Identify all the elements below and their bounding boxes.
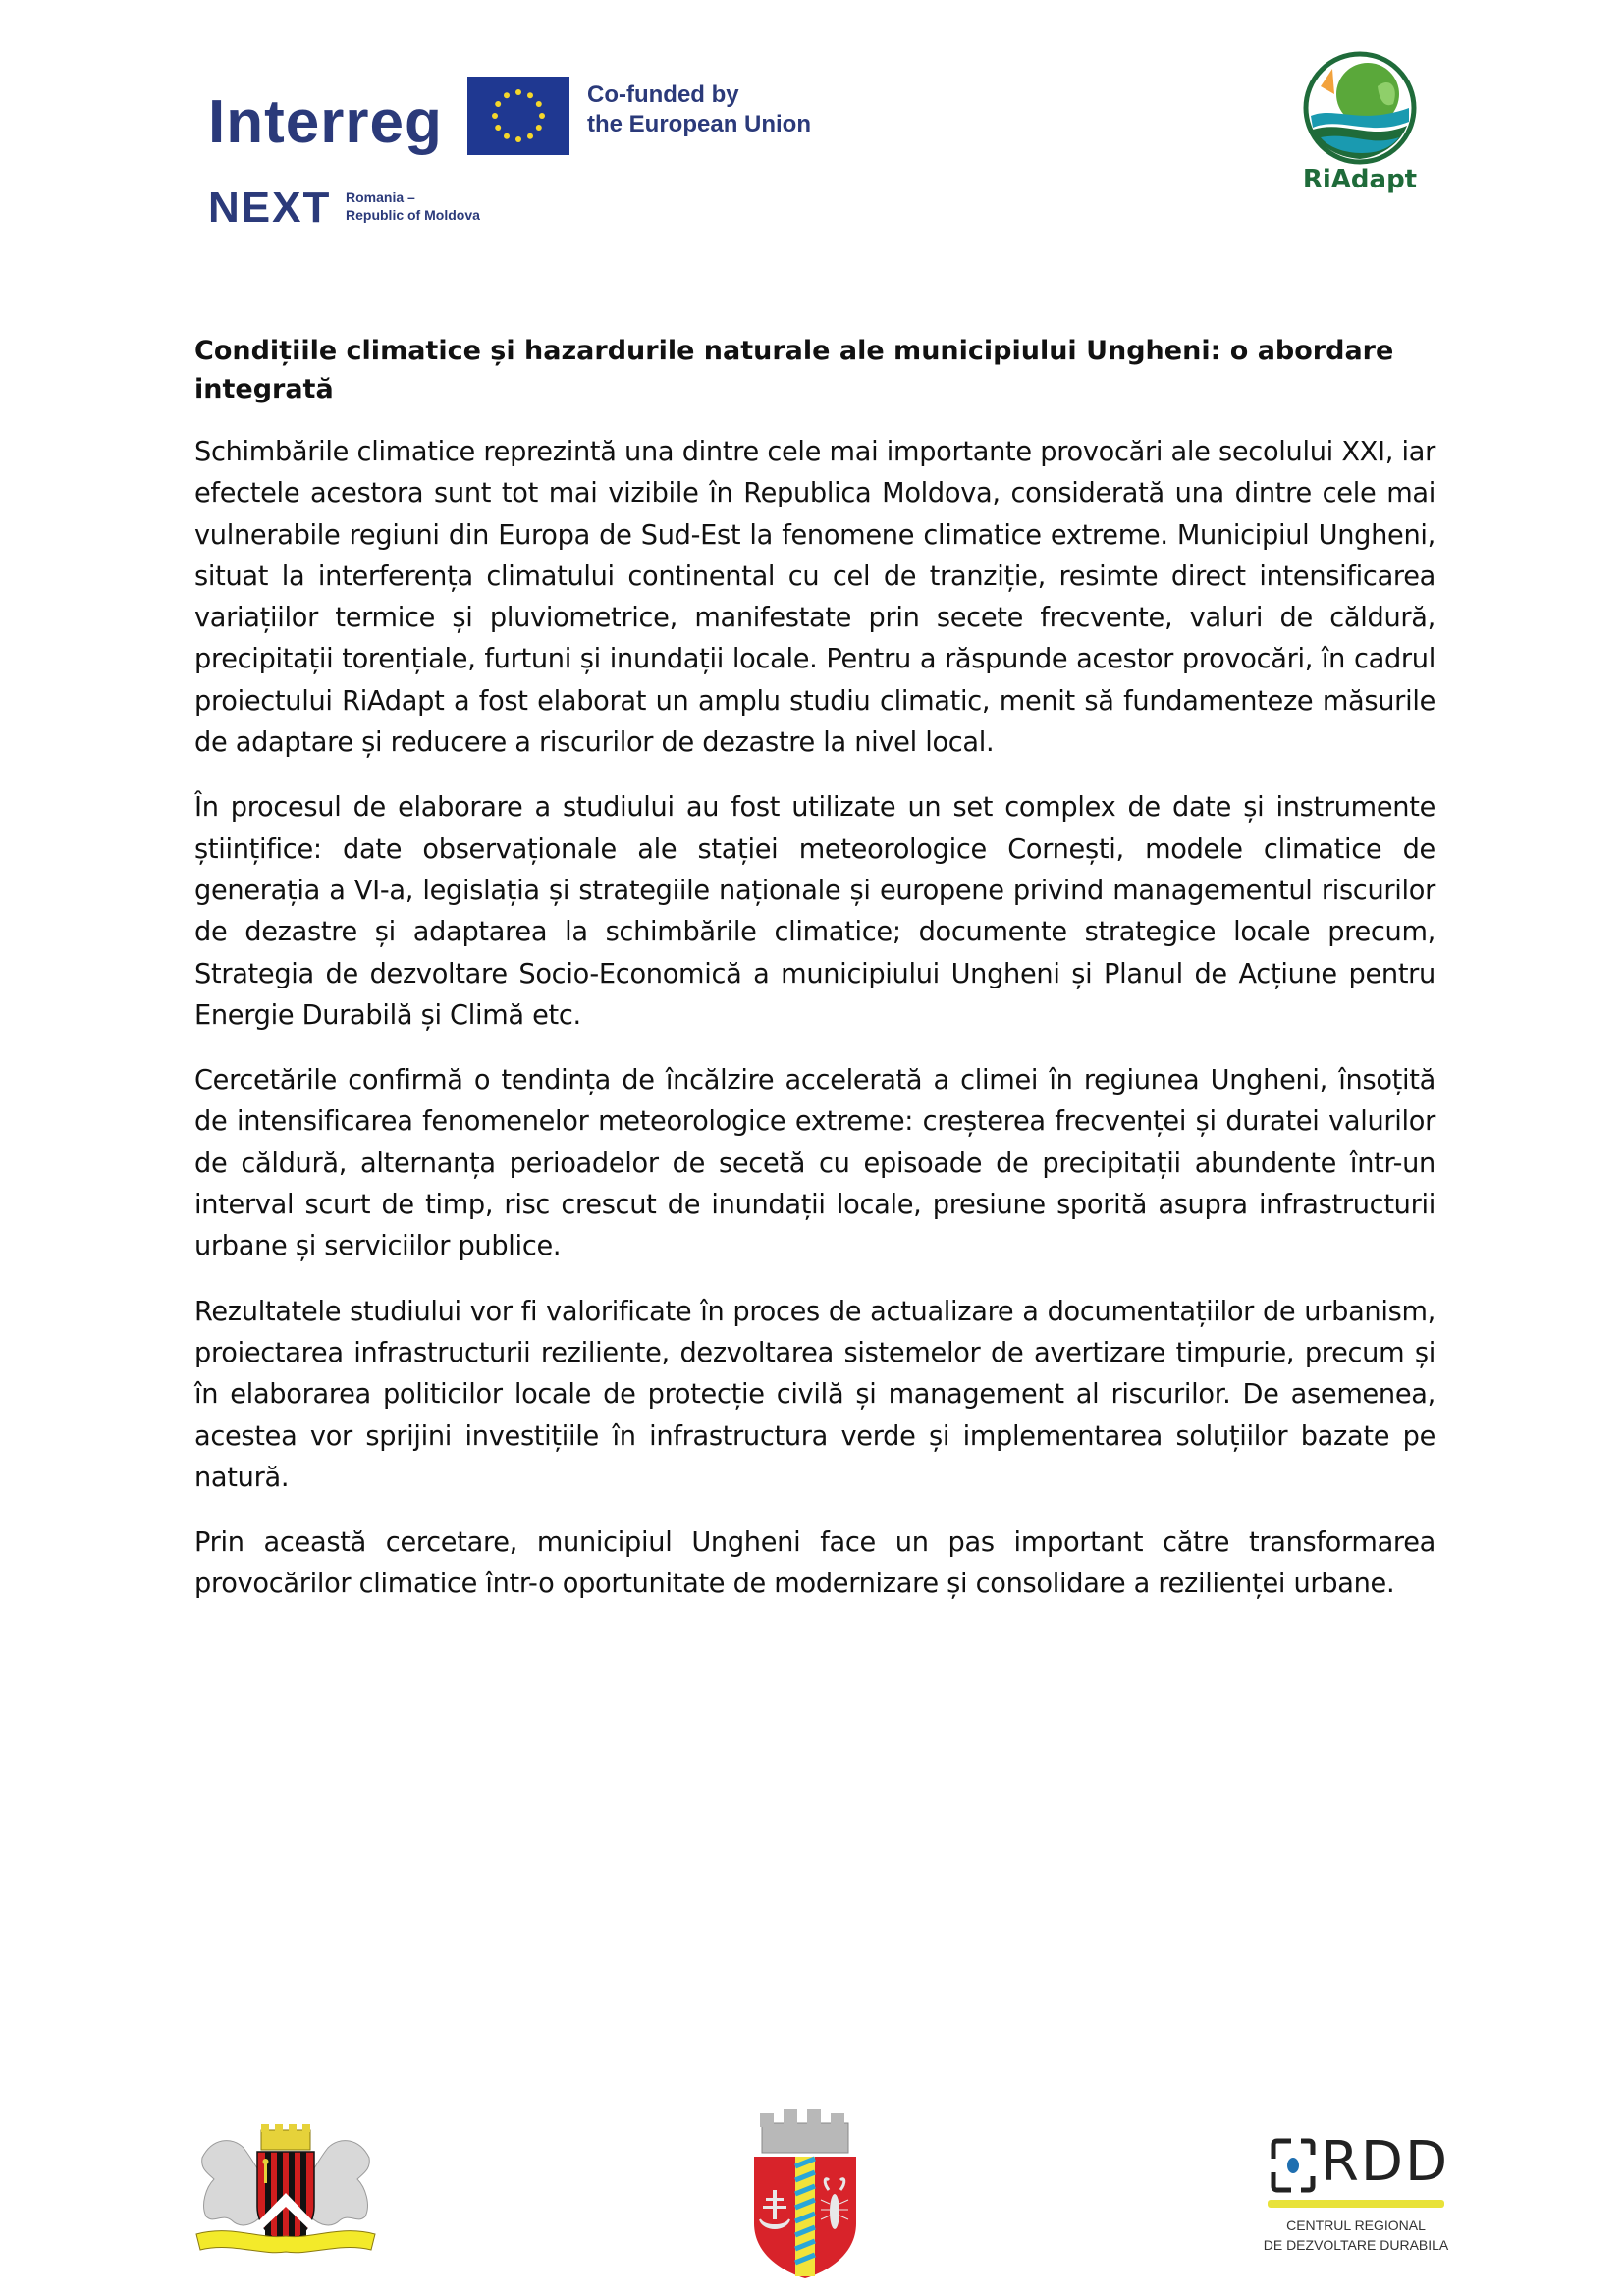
crdd-fullname <box>1260 2216 1452 2255</box>
crdd-logo <box>1260 2130 1456 2263</box>
city-emblem-icon <box>746 2106 864 2282</box>
crdd-bracket-icon <box>1270 2137 1319 2194</box>
next-wordmark: NEXT <box>208 184 332 232</box>
program-line-2: Republic of Moldova <box>346 207 480 223</box>
riadapt-globe-icon <box>1291 47 1429 165</box>
program-line-1: Romania – <box>346 189 415 205</box>
paragraph-results-use: Rezultatele studiului vor fi valorificate în proces de actualizare a documentațiilor de urbanism, proiectarea infrastructurii reziliente, dezvoltarea sistemelor de avertizare timpurie, precum și în elaborarea politicilor locale de protecție civilă și management al riscurilor. De asemenea, acestea vor sprijini investițiile în infrastructura verde și implementarea soluțiilor bazate pe natură. <box>194 1296 1435 1493</box>
coat-of-arms-icon <box>192 2118 379 2266</box>
paragraph-methodology: În procesul de elaborare a studiului au fost utilizate un set complex de date și instrumente științifice: date observaționale ale stației meteorologice Cornești, modele climatice de generația a VI-a, legislația și strategiile naționale și europene privind managementul riscurilor de dezastre și adaptarea la schimbările climatice; documente strategice locale precum, Strategia de dezvoltare Socio-Economică a municipiului Ungheni și Planul de Acțiune pentru Energie Durabilă și Climă etc. <box>194 792 1435 1031</box>
paragraph-intro: Schimbările climatice reprezintă una dintre cele mai importante provocări ale secolului XXI, iar efectele acestora sunt tot mai vizibile în Republica Moldova, considerată una dintre cele mai vulnerabile regiuni din Europa de Sud-Est la fenomene climatice extreme. Municipiul Ungheni, situat la interferența climatului continental cu cel de tranziție, resimte direct intensificarea variațiilor termice și pluviometrice, manifestate prin secete frecvente, valuri de căldură, precipitații torențiale, furtuni și inundații locale. Pentru a răspunde acestor provocări, în cadrul proiectului RiAdapt a fost elaborat un amplu studiu climatic, menit să fundamenteze măsurile de adaptare și reducere a riscurilor de dezastre la nivel local. <box>194 437 1435 759</box>
paragraph-findings: Cercetările confirmă o tendința de încălzire accelerată a climei în regiunea Ungheni, însoțită de intensificarea fenomenelor meteorologice extreme: creșterea frecvenței și duratei valurilor de căldură, alternanța perioadelor de secetă cu episoade de precipitații abundente într-un interval scurt de timp, risc crescut de inundații locale, presiune sporită asupra infrastructurii urbane și serviciilor publice. <box>194 1065 1435 1262</box>
cofunded-line-2: the European Union <box>587 111 811 137</box>
riadapt-logo <box>1291 47 1429 204</box>
cofunded-text <box>587 80 811 139</box>
crdd-line-2: DE DEZVOLTARE DURABILA <box>1263 2237 1449 2253</box>
crdd-line-1: CENTRUL REGIONAL <box>1286 2217 1426 2233</box>
riadapt-wordmark: RiAdapt <box>1302 165 1418 194</box>
crdd-wordmark: RDD <box>1321 2130 1450 2194</box>
ungheni-coat-of-arms-logo <box>192 2118 379 2266</box>
document-body <box>194 332 1435 1629</box>
crdd-underline <box>1268 2200 1444 2208</box>
paragraph-conclusion: Prin această cercetare, municipiul Ungheni face un pas important către transformarea provocărilor climatice într-o oportunitate de modernizare și consolidare a rezilienței urbane. <box>194 1527 1435 1600</box>
program-name <box>346 188 480 224</box>
interreg-logo <box>208 77 827 243</box>
document-title: Condițiile climatice și hazardurile naturale ale municipiului Ungheni: o abordare integrată <box>194 336 1394 404</box>
ungheni-city-emblem-logo <box>746 2106 864 2282</box>
interreg-word: Interreg <box>208 88 443 156</box>
cofunded-line-1: Co-funded by <box>587 81 739 108</box>
interreg-wordmark <box>208 88 443 156</box>
eu-flag-icon <box>467 77 569 155</box>
